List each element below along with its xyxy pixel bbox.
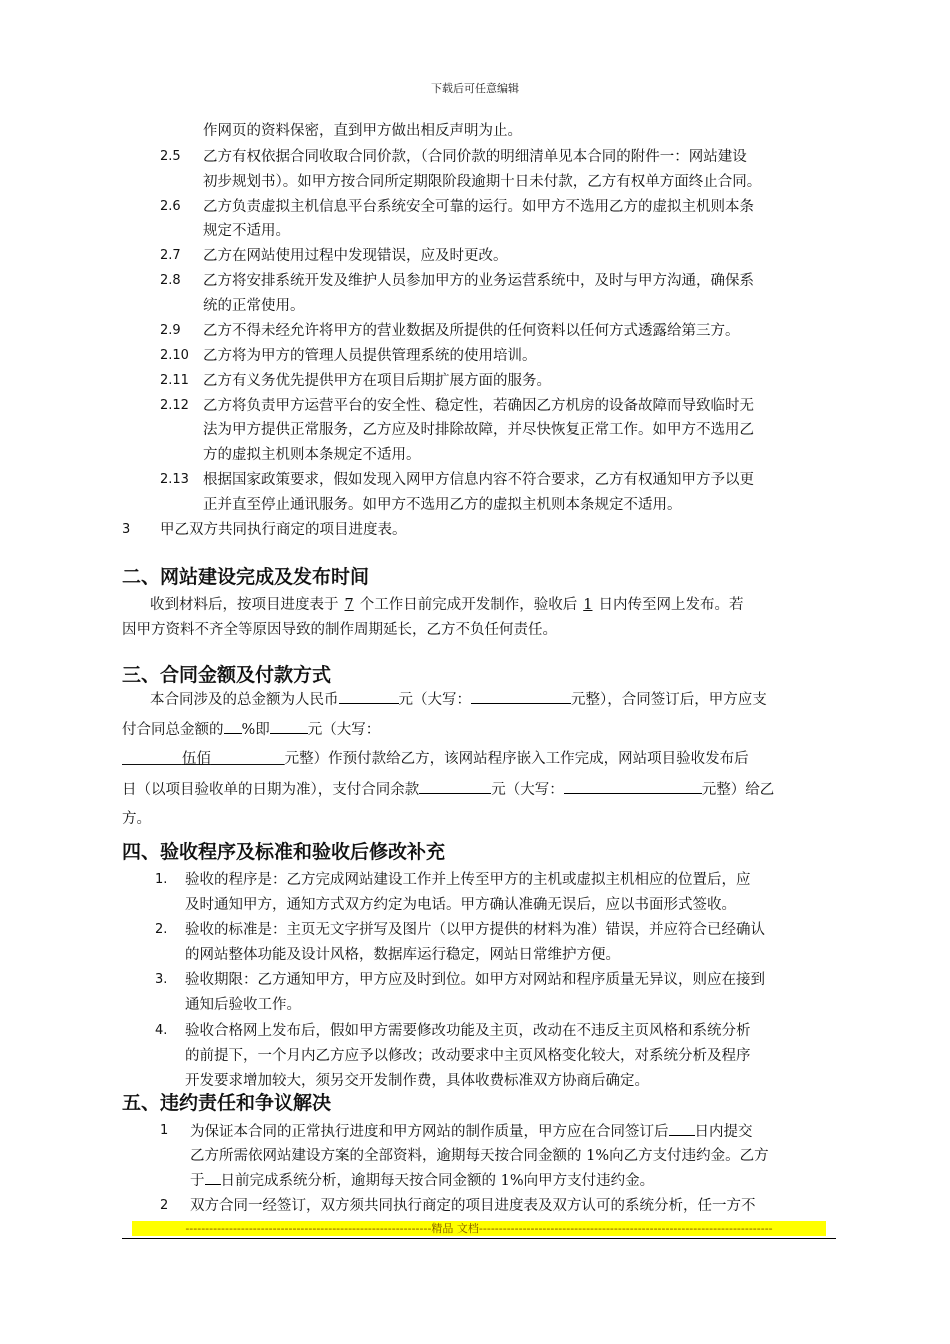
item-number: 2.9 — [160, 323, 181, 338]
paragraph-line: 根据国家政策要求，假如发现入网甲方信息内容不符合要求，乙方有权通知甲方予以更 — [203, 472, 754, 488]
blank-line — [270, 719, 308, 734]
item-number: 2.8 — [160, 273, 181, 288]
paragraph-line: 乙方将为甲方的管理人员提供管理系统的使用培训。 — [203, 348, 537, 364]
filled-blank: 7 — [344, 597, 354, 613]
paragraph-line: 验收合格网上发布后，假如甲方需要修改功能及主页，改动在不违反主页风格和系统分析 — [185, 1023, 751, 1039]
paragraph-line: 甲乙双方共同执行商定的项目进度表。 — [160, 522, 407, 538]
item-number: 2. — [155, 922, 168, 937]
paragraph-line: 伍佰 元整）作预付款给乙方，该网站程序嵌入工作完成，网站项目验收发布后 — [122, 749, 749, 769]
paragraph-line: 验收的程序是：乙方完成网站建设工作并上传至甲方的主机或虚拟主机相应的位置后，应 — [185, 872, 751, 888]
paragraph-line: 的网站整体功能及设计风格，数据库运行稳定，网站日常维护方便。 — [185, 947, 620, 963]
item-number: 3 — [122, 522, 131, 537]
paragraph-line: 乙方将安排系统开发及维护人员参加甲方的业务运营系统中，及时与甲方沟通，确保系 — [203, 273, 754, 289]
item-number: 2.11 — [160, 373, 189, 388]
item-number: 2.10 — [160, 348, 189, 363]
paragraph-line: 统的正常使用。 — [203, 298, 305, 314]
paragraph-line: 本合同涉及的总金额为人民币 元（大写： 元整），合同签订后，甲方应支 — [150, 689, 767, 710]
item-number: 2.5 — [160, 149, 181, 164]
paragraph-line: 开发要求增加较大，须另交开发制作费，具体收费标准双方协商后确定。 — [185, 1073, 649, 1089]
section-heading: 二、网站建设完成及发布时间 — [122, 566, 370, 588]
item-number: 2.12 — [160, 398, 189, 413]
footer-banner: --------------------------------------------------------------精品 文档-------------------------------------------------------------------------- — [132, 1221, 826, 1236]
item-number: 2.6 — [160, 199, 181, 214]
page-header: 下载后可任意编辑 — [431, 82, 519, 95]
paragraph-line: 因甲方资料不齐全等原因导致的制作周期延长，乙方不负任何责任。 — [122, 622, 557, 638]
footer-rule — [122, 1238, 836, 1239]
blank-line — [419, 779, 491, 794]
item-number: 4. — [155, 1023, 168, 1038]
paragraph-line: 乙方将负责甲方运营平台的安全性、稳定性，若确因乙方机房的设备故障而导致临时无 — [203, 398, 754, 414]
paragraph-line: 收到材料后，按项目进度表于 7 个工作日前完成开发制作，验收后 1 日内传至网上发布。若 — [150, 597, 744, 613]
item-number: 1 — [160, 1123, 169, 1138]
section-heading: 四、验收程序及标准和验收后修改补充 — [122, 841, 446, 863]
paragraph-line: 付合同总金额的 %即 元（大写： — [122, 719, 380, 740]
item-number: 2.7 — [160, 248, 181, 263]
section-heading: 三、合同金额及付款方式 — [122, 664, 332, 686]
item-number: 2 — [160, 1198, 169, 1213]
paragraph-line: 规定不适用。 — [203, 223, 290, 239]
paragraph-line: 法为甲方提供正常服务，乙方应及时排除故障，并尽快恢复正常工作。如甲方不选用乙 — [203, 422, 754, 438]
paragraph-line: 双方合同一经签订，双方须共同执行商定的项目进度表及双方认可的系统分析，任一方不 — [190, 1198, 756, 1214]
paragraph-line: 于 日前完成系统分析，逾期每天按合同金额的 1%向甲方支付违约金。 — [190, 1170, 654, 1191]
paragraph-line: 乙方有义务优先提供甲方在项目后期扩展方面的服务。 — [203, 373, 551, 389]
paragraph-line: 验收期限：乙方通知甲方，甲方应及时到位。如甲方对网站和程序质量无异议，则应在接到 — [185, 972, 765, 988]
paragraph-line: 乙方在网站使用过程中发现错误，应及时更改。 — [203, 248, 508, 264]
paragraph-line: 为保证本合同的正常执行进度和甲方网站的制作质量，甲方应在合同签订后 日内提交 — [190, 1121, 753, 1142]
paragraph-line: 乙方所需依网站建设方案的全部资料，逾期每天按合同金额的 1%向乙方支付违约金。乙方 — [190, 1148, 769, 1164]
blank-line — [471, 689, 571, 704]
paragraph-line: 乙方负责虚拟主机信息平台系统安全可靠的运行。如甲方不选用乙方的虚拟主机则本条 — [203, 199, 754, 215]
filled-blank: 1 — [583, 597, 593, 613]
section-heading: 五、违约责任和争议解决 — [122, 1092, 332, 1114]
paragraph-line: 通知后验收工作。 — [185, 997, 301, 1013]
blank-line — [224, 719, 242, 734]
paragraph-line: 正并直至停止通讯服务。如甲方不选用乙方的虚拟主机则本条规定不适用。 — [203, 497, 682, 513]
item-number: 3. — [155, 972, 168, 987]
blank-line — [564, 779, 702, 794]
paragraph-line: 的前提下，一个月内乙方应予以修改；改动要求中主页风格变化较大，对系统分析及程序 — [185, 1048, 751, 1064]
item-number: 1. — [155, 872, 168, 887]
item-number: 2.13 — [160, 472, 189, 487]
filled-blank: 伍佰 — [181, 751, 211, 767]
blank-line — [669, 1121, 695, 1136]
blank-line — [205, 1170, 221, 1185]
paragraph-line: 作网页的资料保密，直到甲方做出相反声明为止。 — [203, 123, 522, 139]
paragraph-line: 初步规划书）。如甲方按合同所定期限阶段逾期十日未付款，乙方有权单方面终止合同。 — [203, 174, 762, 190]
blank-line — [339, 689, 399, 704]
paragraph-line: 方的虚拟主机则本条规定不适用。 — [203, 447, 421, 463]
paragraph-line: 乙方不得未经允许将甲方的营业数据及所提供的任何资料以任何方式透露给第三方。 — [203, 323, 740, 339]
paragraph-line: 日（以项目验收单的日期为准），支付合同余款 元（大写： 元整）给乙 — [122, 779, 774, 800]
paragraph-line: 方。 — [122, 811, 151, 827]
paragraph-line: 验收的标准是：主页无文字拼写及图片（以甲方提供的材料为准）错误，并应符合已经确认 — [185, 922, 765, 938]
paragraph-line: 及时通知甲方，通知方式双方约定为电话。甲方确认准确无误后，应以书面形式签收。 — [185, 897, 736, 913]
paragraph-line: 乙方有权依据合同收取合同价款，（合同价款的明细清单见本合同的附件一：网站建设 — [203, 149, 747, 165]
